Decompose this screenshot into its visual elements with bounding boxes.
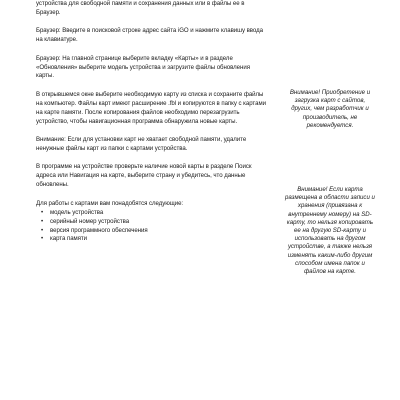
- paragraph: В программе на устройстве проверьте наличие новой карты в разделе Поиск адреса или Навигация на карте, выберите страну и убедитесь, что данные обновлены.: [36, 163, 252, 189]
- list-item: • карта памяти: [50, 235, 268, 244]
- main-text-column: [36, 0, 268, 244]
- list-item: • серийный номер устройства: [50, 218, 268, 227]
- margin-notes-column: [284, 0, 376, 400]
- paragraph: Браузер: Введите в поисковой строке адрес сайта iGO и нажмите клавишу ввода на клавиатуре.: [36, 27, 263, 44]
- paragraph: устройства для свободной памяти и сохранения данных или в файлы ее в Браузер.: [36, 0, 245, 16]
- list-intro: Для работы с картами вам понадобятся следующие:: [36, 199, 184, 207]
- paragraph: Внимание: Если для установки карт не хватает свободной памяти, удалите ненужные файлы карт из папки с картами устройства.: [36, 135, 247, 152]
- paragraph: В открывшемся окне выберите необходимую карту из списка и сохраните файлы на компьютер. Файлы карт имеют расширение .fbl и копируются в папку с картами на карте памяти. После копирования файлов необходимо перезагрузить устройство, чтобы навигационная программа обнаружила новые карты.: [36, 90, 266, 125]
- list-item: • модель устройства: [50, 209, 268, 218]
- paragraph: Браузер: На главной странице выберите вкладку «Карты» и в разделе «Обновления» выберите модель устройства и загрузите файлы обновления карты.: [36, 54, 250, 80]
- warning-note: Внимание! Если карта размещена в области записи и хранения (привязана к внутреннему номеру) на SD-карту, то нельзя копировать ее на другую SD-карту и использовать на другом устройстве, а также нельзя изменять каким-либо другим способом имена папок и файлов на карте.: [285, 186, 375, 276]
- page-edge: [392, 0, 400, 400]
- list-item: • версия программного обеспечения: [50, 227, 268, 236]
- warning-note: Внимание! Приобретение и загрузка карт с сайтов, других, чем разработчик и производитель, не рекомендуется.: [289, 89, 371, 129]
- requirements-list: [36, 209, 268, 243]
